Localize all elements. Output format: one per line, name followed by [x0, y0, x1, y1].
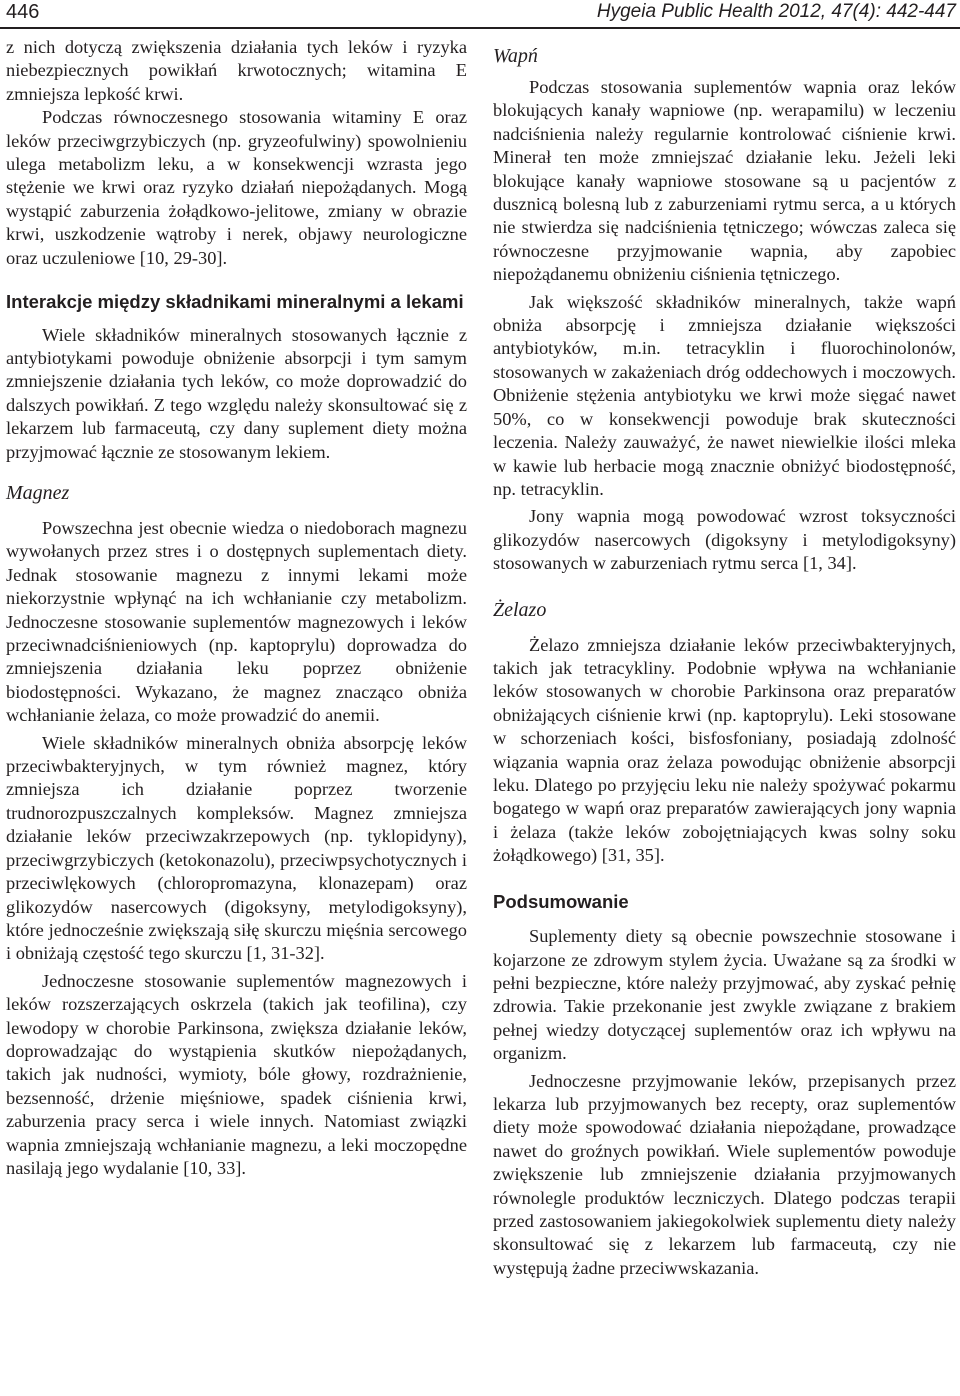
paragraph: Podczas równoczesnego stosowania witaminy E oraz leków przeciwgrzybiczych (np. gryzeofulwiny) spowolnieniu ulega metabolizm leku, a w konsekwencji wzrasta jego stężenie we krwi oraz ryzyko działań niepożądanych. Mogą wystąpić zaburzenia żołądkowo-jelitowe, zmiany w obrazie krwi, uszkodzenie wątroby i nerek, objawy neurologiczne oraz uczuleniowe [10, 29-30]. — [6, 107, 467, 268]
journal-citation: Hygeia Public Health 2012, 47(4): 442-447 — [596, 1, 956, 22]
paragraph: Jednoczesne przyjmowanie leków, przepisanych przez lekarza lub przyjmowanych bez recepty, oraz suplementów diety może spowodować działania niepożądane, prowadzące nawet do groźnych powikłań. Wiele suplementów powoduje zwiększenie lub zmniejszenie działania przyjmowanych równolegle produktów leczniczych. Dlatego podczas terapii przed zastosowaniem jakiegokolwiek suplementu diety należy skonsultować się z lekarzem lub farmaceutą, czy nie występują żadne przeciwwskazania. — [493, 1070, 956, 1278]
left-column — [6, 36, 467, 1180]
page-header — [0, 0, 960, 29]
paragraph: Żelazo zmniejsza działanie leków przeciwbakteryjnych, takich jak tetracykliny. Podobnie wpływa na wchłanianie leków stosowanych w chorobie Parkinsona oraz preparatów obniżających ciśnienie krwi (np. kaptoprylu). Leki stosowane w schorzeniach kości, bisfosfoniany, posiadają zdolność wiązania wapnia oraz żelaza powodując obniżenie absorpcji leku. Dlatego po przyjęciu leku nie należy spożywać pokarmu bogatego w wapń oraz preparatów zawierających jony wapnia i żelaza (także leków zobojętniających kwas solny soku żołądkowego) [31, 35]. — [493, 634, 956, 866]
subsection-heading-magnez: Magnez — [6, 482, 70, 504]
paragraph: Suplementy diety są obecnie powszechnie stosowane i kojarzone ze zdrowym stylem życia. Uważane są za środki w pełni bezpieczne, które należy przyjmować, aby zyskać pełnię zdrowia. Takie przekonanie jest zwykle związane z brakiem pełnej wiedzy dotyczącej suplementów oraz ich wpływu na organizm. — [493, 926, 956, 1064]
paragraph: Powszechna jest obecnie wiedza o niedoborach magnezu wywołanych przez stres i o dostępnych suplementach diety. Jednak stosowanie magnezu z innymi lekami może niekorzystnie wpłynąć na ich wchłanianie czy metabolizm. Jednoczesne stosowanie suplementów magnezowych i leków przeciwnadciśnieniowych (np. kaptoprylu) doprowadza do zmniejszenia działania leku poprzez obniżenie biodostępności. Wykazano, że magnez znacząco obniża wchłanianie żelaza, co może prowadzić do anemii. — [6, 518, 467, 726]
page-number: 446 — [6, 1, 40, 23]
paragraph: Jednoczesne stosowanie suplementów magnezowych i leków rozszerzających oskrzela (takich jak teofilina), czy lewodopy w chorobie Parkinsona, zwiększa działanie leków, doprowadzając do wystąpienia skutków niepożądanych, takich jak nudności, wymioty, bóle głowy, rozdrażnienie, bezsenność, drżenie mięśniowe, spadek ciśnienia krwi, zaburzenia pracy serca i wiele innych. Natomiast związki wapnia zmniejszają wchłanianie magnezu, a leki moczopędne nasilają jego wydalanie [10, 33]. — [6, 970, 467, 1178]
paragraph: z nich dotyczą zwiększenia działania tych leków i ryzyka niebezpiecznych powikłań krwotocznych; witamina E zmniejsza lepkość krwi. — [6, 37, 467, 104]
paragraph: Jony wapnia mogą powodować wzrost toksyczności glikozydów nasercowych (digoksyny i metylodigoksyny) stosowanych w zaburzeniach rytmu serca [1, 34]. — [493, 506, 956, 574]
subsection-heading-wapn: Wapń — [493, 45, 538, 67]
paragraph: Wiele składników mineralnych stosowanych łącznie z antybiotykami powoduje obniżenie absorpcji i tym samym zmniejszenie działania tych leków, co może doprowadzić do dalszych powikłań. Z tego względu należy skonsultować się z lekarzem lub farmaceutą, czy dany suplement diety można przyjmować łącznie ze stosowanym lekiem. — [6, 324, 467, 462]
section-heading-interakcje: Interakcje między składnikami mineralnymi a lekami — [6, 291, 464, 313]
paragraph: Jak większość składników mineralnych, także wapń obniża absorpcję i zmniejsza działanie większości antybiotyków, m.in. tetracyklin i fluorochinolonów, stosowanych w zakażeniach dróg oddechowych i moczowych. Obniżenie stężenia antybiotyku we krwi może sięgać nawet 50%, co w konsekwencji powoduje brak skuteczności leczenia. Należy zauważyć, że nawet niewielkie ilości mleka w kawie lub herbacie mogą znacznie obniżyć biodostępność, np. tetracyklin. — [493, 291, 956, 499]
paragraph: Wiele składników mineralnych obniża absorpcję leków przeciwbakteryjnych, w tym również magnez, który zmniejsza ich działanie poprzez tworzenie trudnorozpuszczalnych kompleksów. Magnez zmniejsza działanie leków przeciwzakrzepowych (np. tyklopidyny), przeciwgrzybiczych (ketokonazolu), przeciwpsychotycznych i przeciwlękowych (chloropromazyna, klonazepam) oraz glikozydów nasercowych (digoksyny, metylodigoksyny), które jednocześnie zwiększają siłę skurczu mięśnia sercowego i obniżają częstość tego skurczu [1, 31-32]. — [6, 732, 467, 964]
subsection-heading-zelazo: Żelazo — [493, 598, 547, 621]
paragraph: Podczas stosowania suplementów wapnia oraz leków blokujących kanały wapniowe (np. werapamilu) w leczeniu nadciśnienia należy regularnie kontrolować ciśnienie krwi. Minerał ten może zmniejszać działanie leku. Jeżeli leki blokujące kanały wapniowe stosowane są u pacjentów z dusznicą bolesną lub z zaburzeniami rytmu serca, a u których nie stwierdza się nadciśnienia tętniczego; wówczas zaleca się równoczesne przyjmowanie wapnia, aby zapobiec niepożądanemu obniżeniu ciśnienia tętniczego. — [493, 77, 956, 285]
right-column — [493, 36, 956, 1280]
section-heading-podsumowanie: Podsumowanie — [493, 890, 629, 912]
